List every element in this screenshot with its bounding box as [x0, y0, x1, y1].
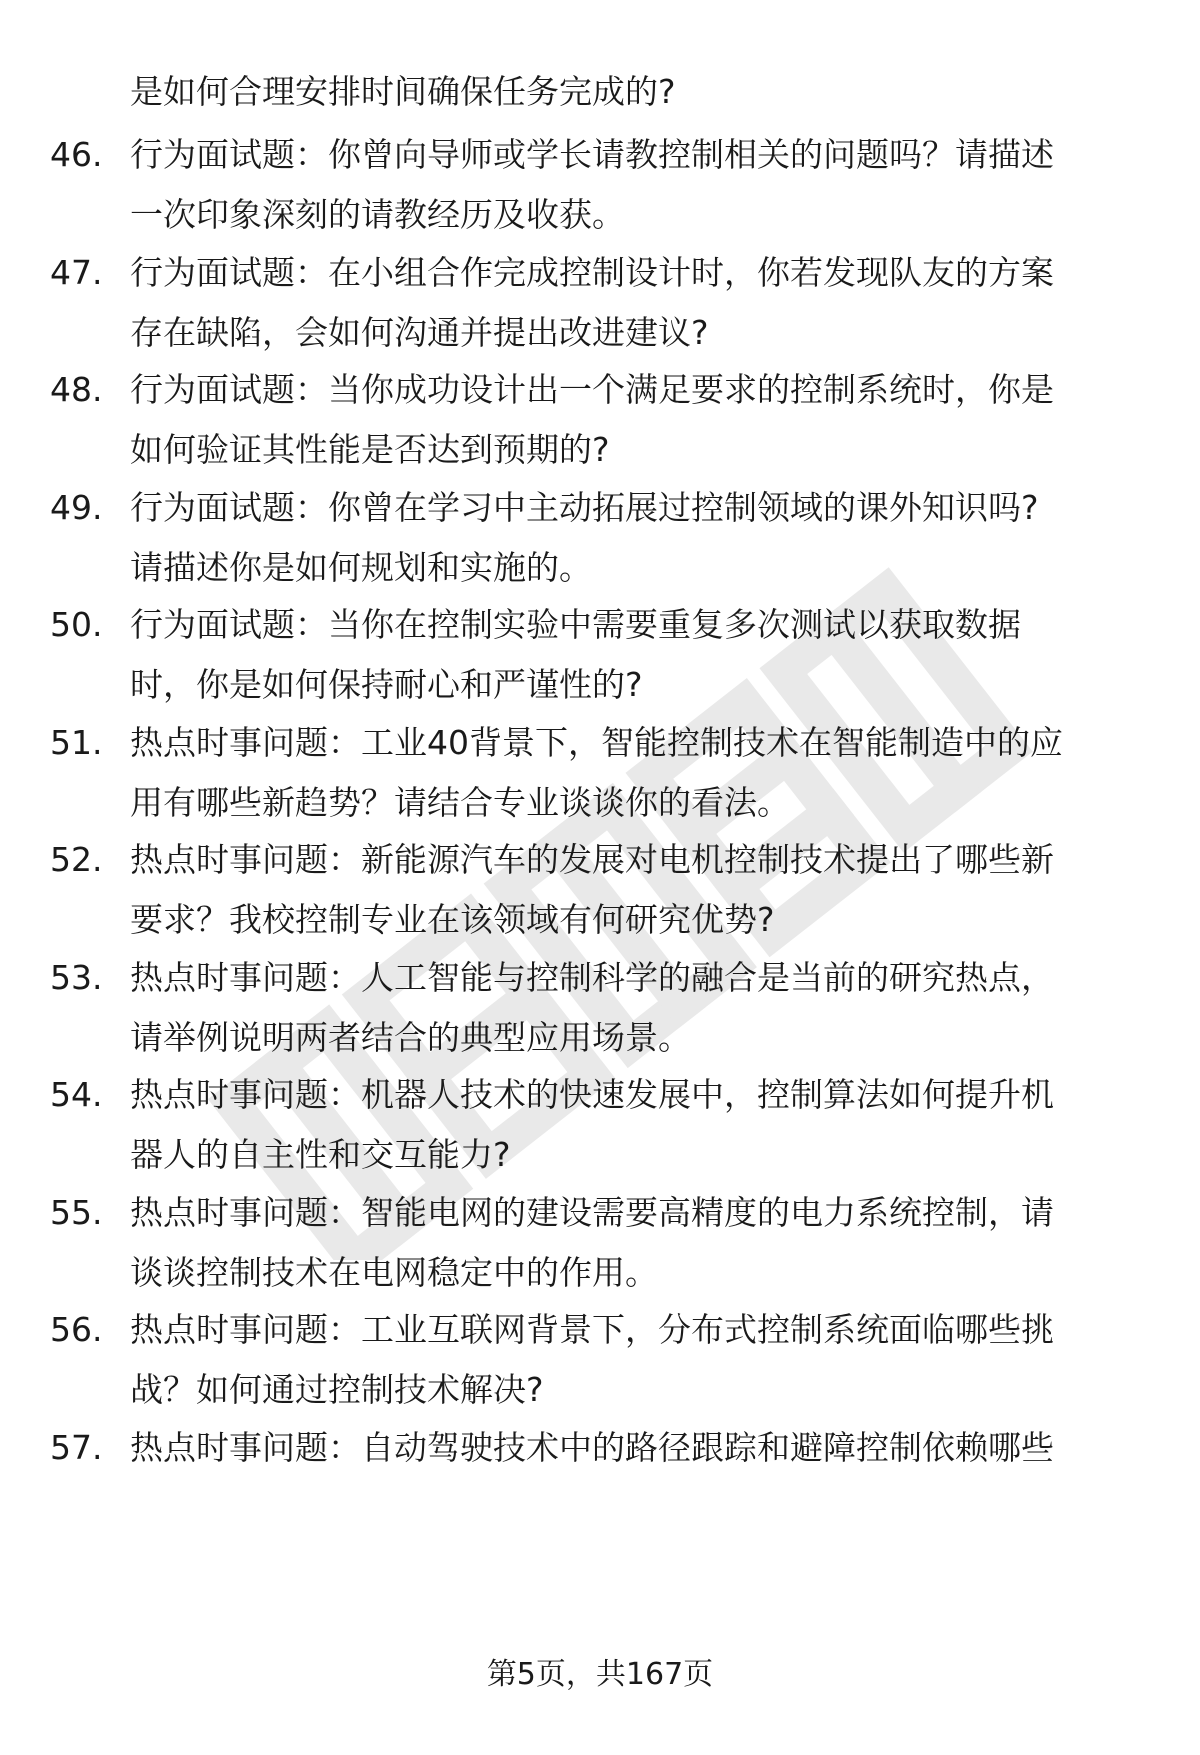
question-item-46 [50, 125, 1170, 245]
question-line: 谈谈控制技术在电网稳定中的作用。 [130, 1253, 658, 1292]
question-text [130, 1300, 1150, 1420]
question-number: 49. [50, 488, 103, 527]
question-text [130, 713, 1150, 833]
question-line: 要求？我校控制专业在该领域有何研究优势? [130, 900, 775, 939]
question-line: 热点时事问题：工业互联网背景下，分布式控制系统面临哪些挑 [130, 1310, 1054, 1349]
question-item-52 [50, 830, 1170, 950]
question-line: 请举例说明两者结合的典型应用场景。 [130, 1018, 691, 1057]
question-line: 热点时事问题：人工智能与控制科学的融合是当前的研究热点， [130, 958, 1054, 997]
question-line: 存在缺陷，会如何沟通并提出改进建议? [130, 313, 709, 352]
question-number: 46. [50, 135, 103, 174]
question-item-54 [50, 1065, 1170, 1185]
question-item-56 [50, 1300, 1170, 1420]
question-line: 战？如何通过控制技术解决? [130, 1370, 544, 1409]
question-item-57 [50, 1418, 1170, 1478]
question-line: 一次印象深刻的请教经历及收获。 [130, 195, 625, 234]
continued-question-text: 是如何合理安排时间确保任务完成的? [130, 72, 676, 111]
question-text [130, 595, 1150, 715]
question-number: 52. [50, 840, 103, 879]
question-text [130, 948, 1150, 1068]
question-line: 时，你是如何保持耐心和严谨性的? [130, 665, 643, 704]
question-number: 54. [50, 1075, 103, 1114]
question-number: 56. [50, 1310, 103, 1349]
question-line: 热点时事问题：智能电网的建设需要高精度的电力系统控制，请 [130, 1193, 1054, 1232]
question-line: 请描述你是如何规划和实施的。 [130, 548, 592, 587]
question-text [130, 1065, 1150, 1185]
question-item-53 [50, 948, 1170, 1068]
question-number: 51. [50, 723, 103, 762]
question-text [130, 125, 1150, 245]
question-line: 热点时事问题：新能源汽车的发展对电机控制技术提出了哪些新 [130, 840, 1054, 879]
question-line: 如何验证其性能是否达到预期的? [130, 430, 610, 469]
question-line: 热点时事问题：自动驾驶技术中的路径跟踪和避障控制依赖哪些 [130, 1428, 1054, 1467]
question-item-49 [50, 478, 1170, 598]
question-number: 53. [50, 958, 103, 997]
question-number: 57. [50, 1428, 103, 1467]
question-line: 热点时事问题：工业40背景下，智能控制技术在智能制造中的应 [130, 723, 1063, 762]
question-text [130, 830, 1150, 950]
question-item-47 [50, 243, 1170, 363]
question-text [130, 360, 1150, 480]
question-item-50 [50, 595, 1170, 715]
question-text [130, 1183, 1150, 1303]
question-line: 行为面试题：你曾在学习中主动拓展过控制领域的课外知识吗? [130, 488, 1039, 527]
question-line: 热点时事问题：机器人技术的快速发展中，控制算法如何提升机 [130, 1075, 1054, 1114]
question-line: 行为面试题：当你成功设计出一个满足要求的控制系统时，你是 [130, 370, 1054, 409]
question-number: 55. [50, 1193, 103, 1232]
question-number: 47. [50, 253, 103, 292]
question-line: 行为面试题：在小组合作完成控制设计时，你若发现队友的方案 [130, 253, 1054, 292]
question-line: 用有哪些新趋势？请结合专业谈谈你的看法。 [130, 783, 790, 822]
page-footer: 第5页，共167页 [486, 1657, 714, 1692]
question-number: 50. [50, 605, 103, 644]
question-number: 48. [50, 370, 103, 409]
question-text [130, 478, 1150, 598]
question-line: 行为面试题：当你在控制实验中需要重复多次测试以获取数据 [130, 605, 1021, 644]
question-item-48 [50, 360, 1170, 480]
question-line: 器人的自主性和交互能力? [130, 1135, 511, 1174]
question-text [130, 1418, 1150, 1478]
question-text [130, 243, 1150, 363]
question-line: 行为面试题：你曾向导师或学长请教控制相关的问题吗？请描述 [130, 135, 1054, 174]
question-item-51 [50, 713, 1170, 833]
question-item-55 [50, 1183, 1170, 1303]
